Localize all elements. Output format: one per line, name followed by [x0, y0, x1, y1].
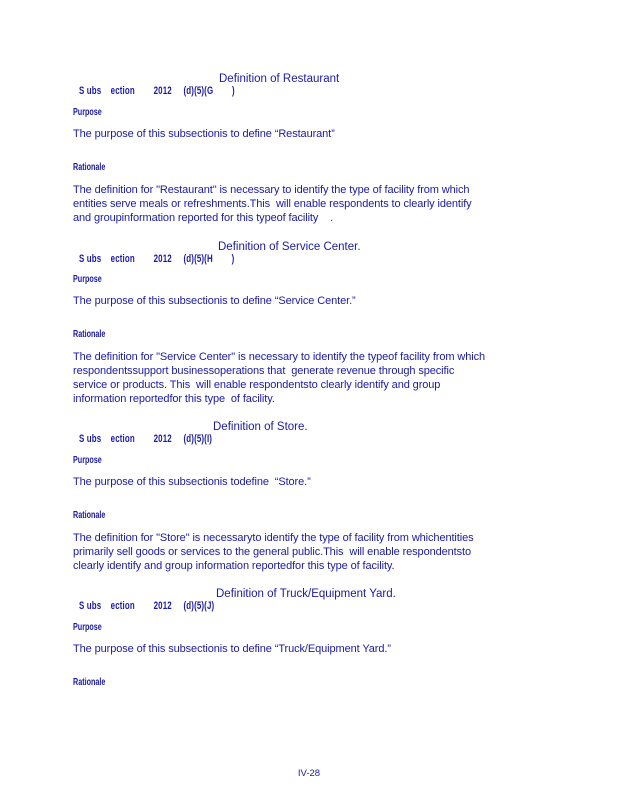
rationale-line: The definition for "Store" is necessaryto identify the type of facility from whichentities	[73, 532, 474, 544]
rationale-line: service or products. This will enable respondentsto clearly identify and group	[73, 379, 441, 391]
purpose-label: Purpose	[73, 622, 102, 633]
section-title: Definition of Truck/Equipment Yard.	[216, 588, 396, 600]
rationale-line: primarily sell goods or services to the general public.This will enable respondentsto	[73, 546, 471, 558]
rationale-line: clearly identify and group information reportedfor this type of facility.	[73, 560, 395, 572]
rationale-line: The definition for "Service Center" is necessary to identify the typeof facility from which	[73, 351, 486, 363]
rationale-line: The definition for "Restaurant" is necessary to identify the type of facility from which	[73, 184, 470, 196]
rationale-line: information reportedfor this type of facility.	[73, 393, 275, 405]
purpose-label: Purpose	[73, 107, 102, 118]
section-code: S ubs ection 2012 (d)(5)(J)	[79, 600, 215, 612]
rationale-line: and groupinformation reported for this typeof facility .	[73, 212, 334, 224]
section-code: S ubs ection 2012 (d)(5)(I)	[79, 433, 213, 445]
section-code: S ubs ection 2012 (d)(5)(H )	[79, 253, 235, 265]
section-title: Definition of Service Center.	[218, 241, 361, 253]
rationale-label: Rationale	[73, 510, 106, 521]
rationale-line: entities serve meals or refreshments.This will enable respondents to clearly identify	[73, 198, 472, 210]
section-title: Definition of Store.	[213, 421, 308, 433]
purpose-label: Purpose	[73, 455, 102, 466]
page-number: IV-28	[297, 768, 321, 779]
purpose-text: The purpose of this subsectionis todefine “Store.”	[73, 476, 311, 488]
rationale-label: Rationale	[73, 329, 106, 340]
section-code: S ubs ection 2012 (d)(5)(G )	[79, 85, 235, 97]
purpose-text: The purpose of this subsectionis to define “Restaurant”	[73, 128, 335, 140]
purpose-text: The purpose of this subsectionis to define “Truck/Equipment Yard.”	[73, 643, 391, 655]
purpose-label: Purpose	[73, 274, 102, 285]
rationale-label: Rationale	[73, 162, 106, 173]
rationale-label: Rationale	[73, 677, 106, 688]
rationale-line: respondentssupport businessoperations that generate revenue through specific	[73, 365, 455, 377]
purpose-text: The purpose of this subsectionis to define “Service Center.”	[73, 295, 356, 307]
section-title: Definition of Restaurant	[219, 73, 340, 85]
